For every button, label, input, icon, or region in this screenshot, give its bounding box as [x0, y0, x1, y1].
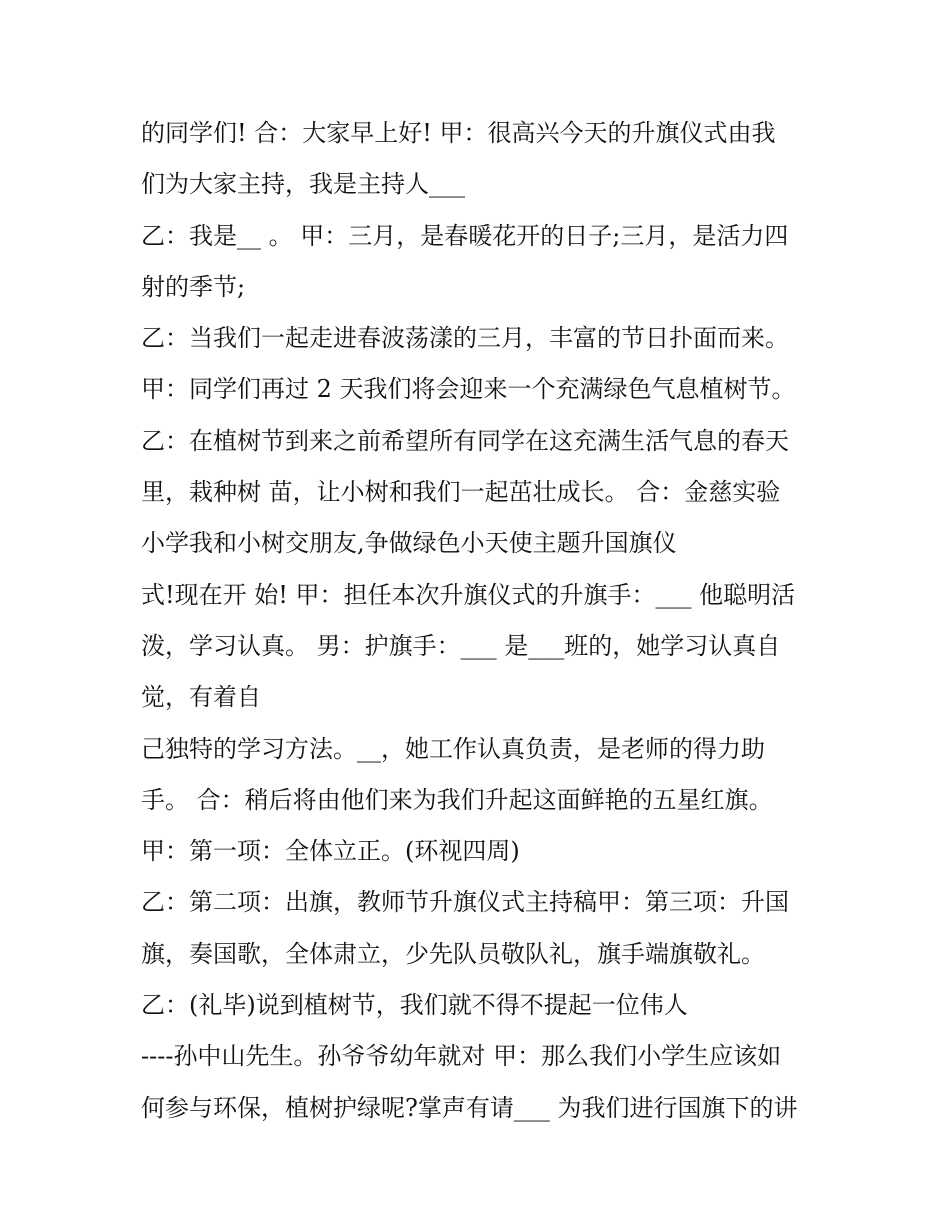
- text-line: ----孙中山先生。孙爷爷幼年就对 甲：那么我们小学生应该如: [141, 1042, 782, 1071]
- text-line: 手。 合：稍后将由他们来为我们升起这面鲜艳的五星红旗。: [141, 785, 773, 814]
- text-line: 甲：同学们再过 2 天我们将会迎来一个充满绿色气息植树节。: [141, 375, 796, 404]
- text-line: 乙：第二项：出旗，教师节升旗仪式主持稿甲：第三项：升国: [141, 888, 789, 917]
- text-line: 己独特的学习方法。__，她工作认真负责，是老师的得力助: [141, 734, 765, 763]
- text-line: 里，栽种树 苗，让小树和我们一起茁壮成长。 合：金慈实验: [141, 478, 781, 507]
- text-line: 泼，学习认真。 男：护旗手：___ 是___班的，她学习认真自: [141, 631, 781, 660]
- text-line: 的同学们! 合：大家早上好! 甲：很高兴今天的升旗仪式由我: [141, 119, 776, 147]
- text-line: 乙：当我们一起走进春波荡漾的三月，丰富的节日扑面而来。: [141, 324, 789, 353]
- text-line: 乙：(礼毕)说到植树节，我们就不得不提起一位伟人: [141, 991, 688, 1020]
- text-line: 们为大家主持，我是主持人___: [141, 170, 465, 199]
- text-line: 式!现在开 始! 甲：担任本次升旗仪式的升旗手：___ 他聪明活: [141, 580, 796, 609]
- text-line: 小学我和小树交朋友,争做绿色小天使主题升国旗仪: [141, 529, 677, 558]
- text-line: 乙：我是__ 。 甲：三月，是春暖花开的日子;三月，是活力四: [141, 221, 789, 250]
- text-line: 旗，奏国歌，全体肃立，少先队员敬队礼，旗手端旗敬礼。: [141, 939, 765, 968]
- document-body: [141, 108, 821, 1134]
- text-line: 觉，有着自: [141, 683, 261, 712]
- text-line: 射的季节;: [141, 272, 246, 301]
- text-line: 何参与环保，植树护绿呢?掌声有请___ 为我们进行国旗下的讲: [141, 1093, 798, 1122]
- text-line: 甲：第一项：全体立正。(环视四周): [141, 837, 520, 866]
- text-line: 乙：在植树节到来之前希望所有同学在这充满生活气息的春天: [141, 426, 789, 455]
